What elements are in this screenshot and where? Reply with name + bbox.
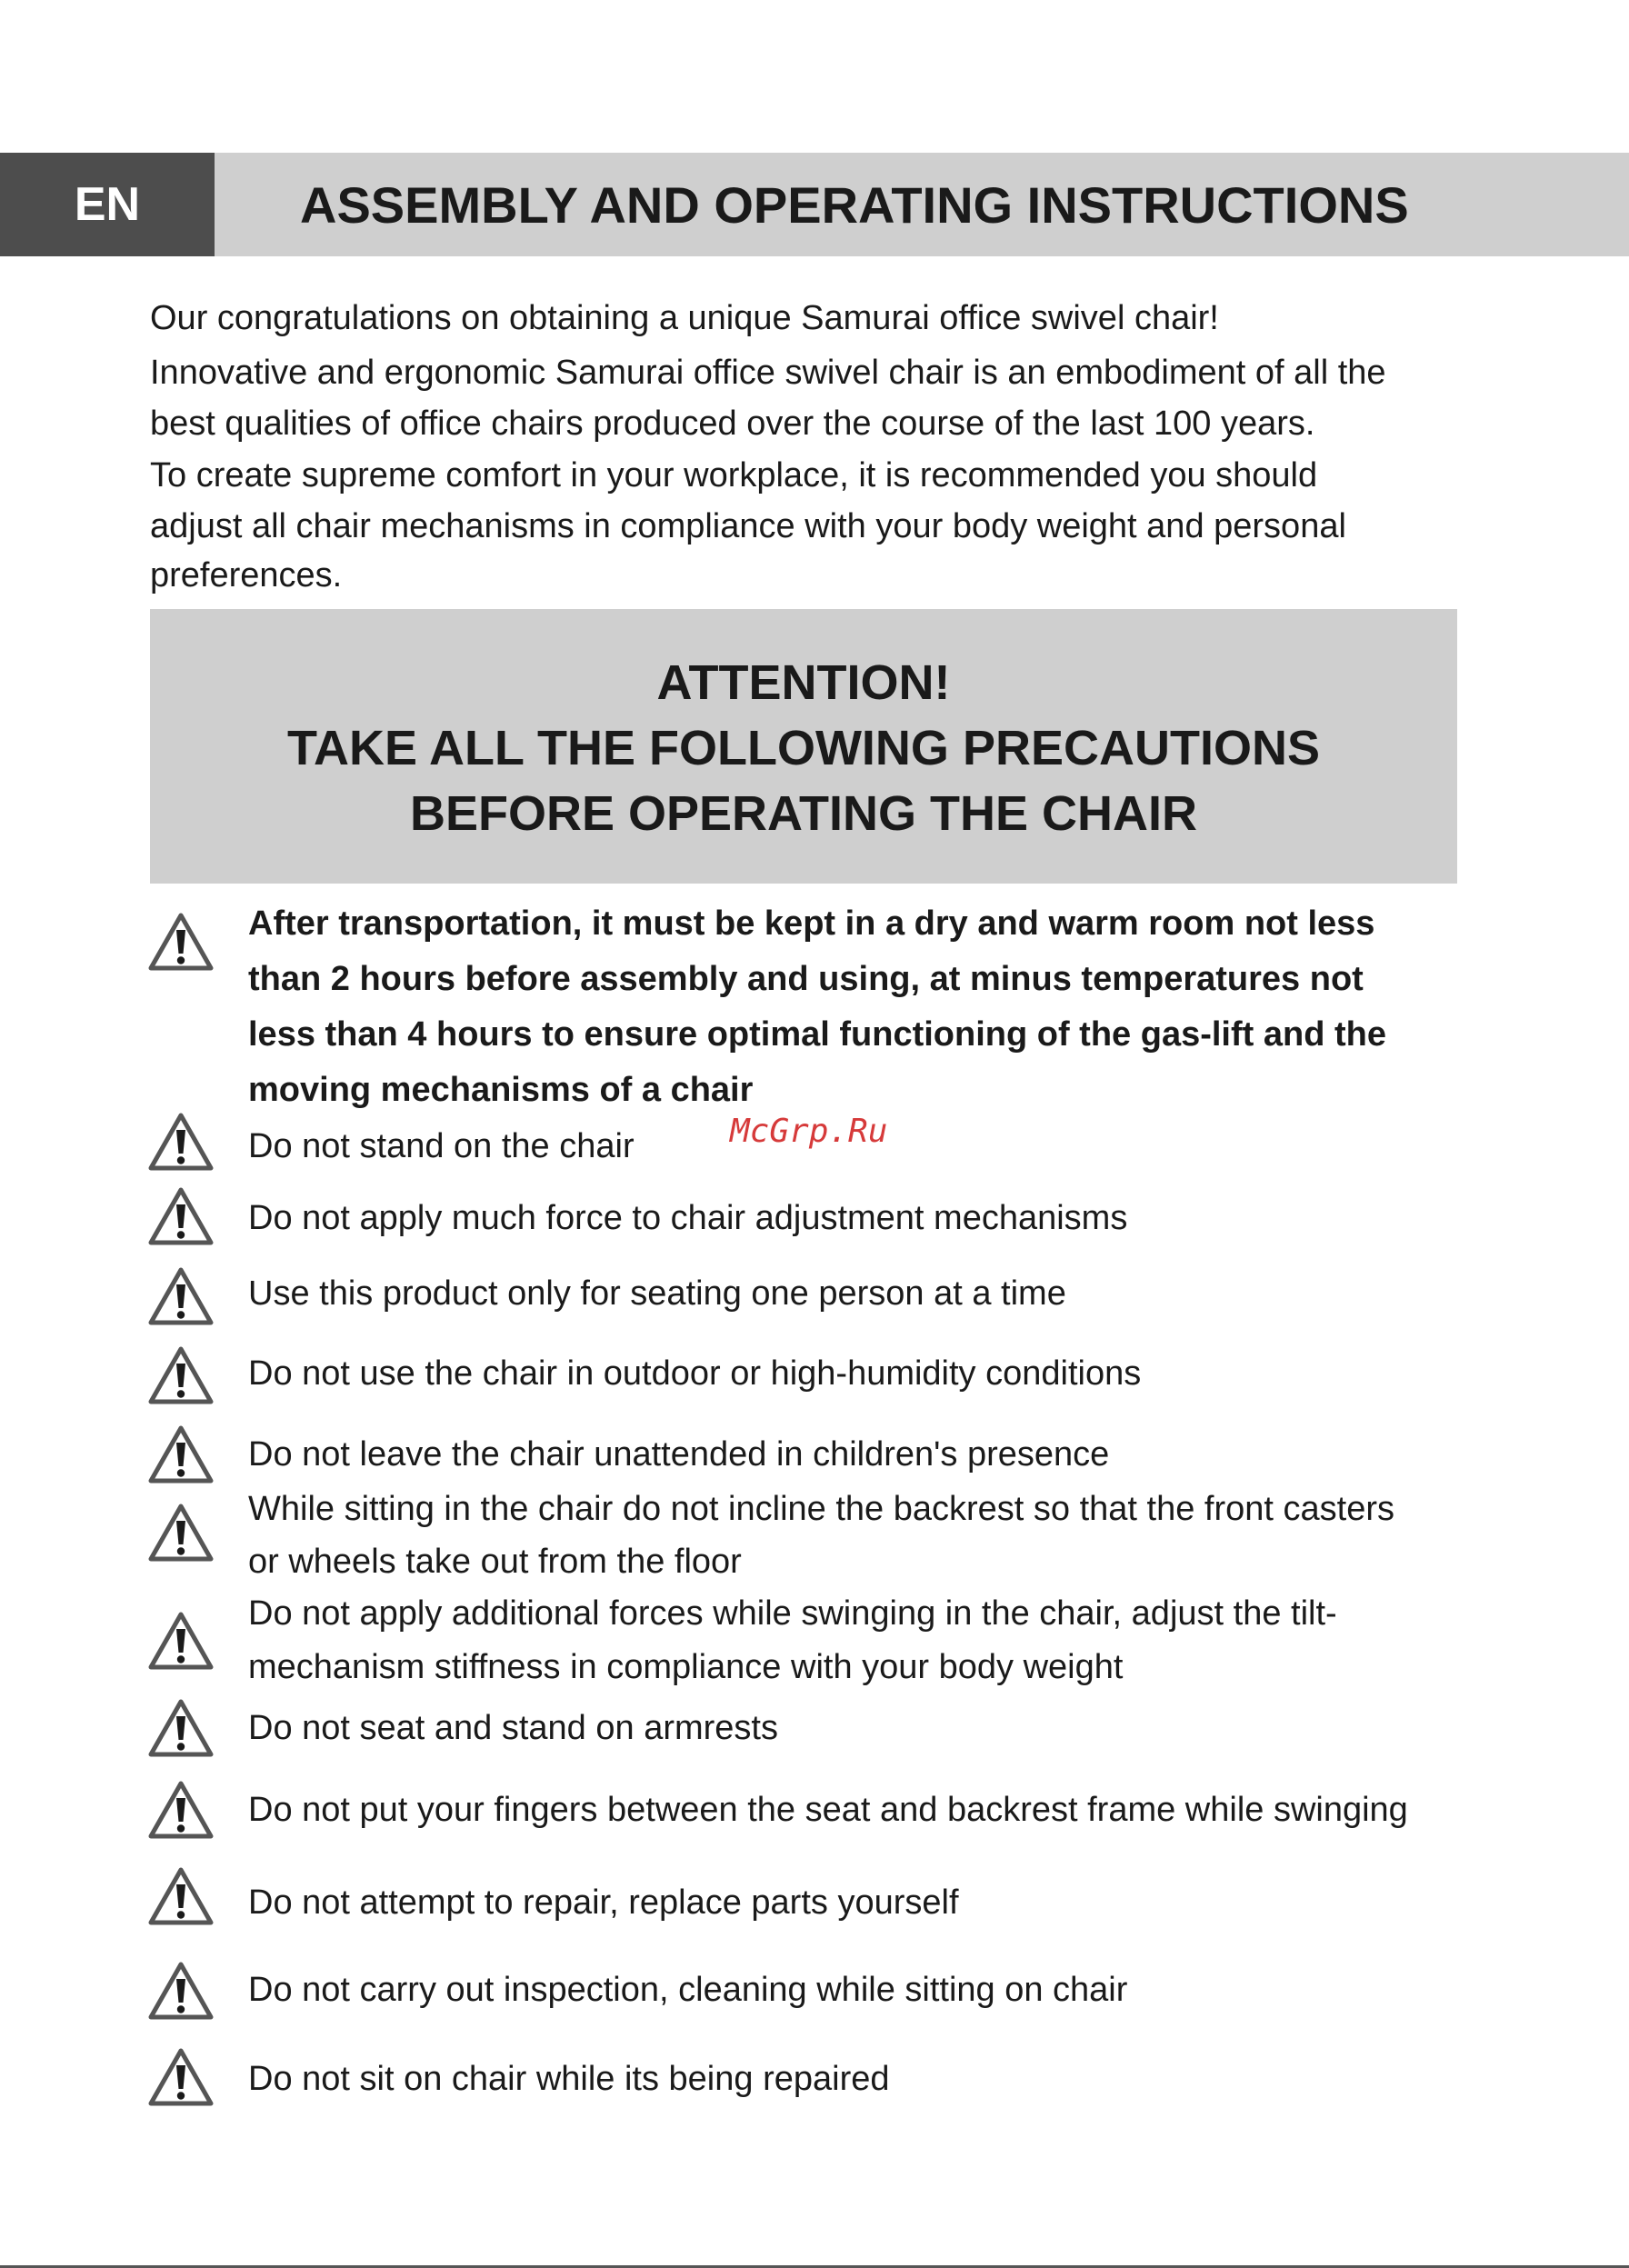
warning-icon [148,1112,214,1172]
warning-icon [148,2047,214,2107]
intro-line: adjust all chair mechanisms in compliance with your body weight and personal [150,507,1346,545]
warning-text: Do not stand on the chair [248,1127,635,1165]
warning-icon [148,1186,214,1246]
warning-text: or wheels take out from the floor [248,1543,742,1581]
warning-text: Use this product only for seating one person at a time [248,1274,1066,1313]
language-tab: EN [0,153,215,256]
warning-icon [148,1961,214,2021]
warning-text: than 2 hours before assembly and using, at minus temperatures not [248,960,1364,998]
attention-heading: ATTENTION! [656,655,951,710]
warning-icon [148,1424,214,1484]
attention-subheading: BEFORE OPERATING THE CHAIR [409,786,1198,841]
intro-line: best qualities of office chairs produced over the course of the last 100 years. [150,405,1315,443]
intro-line: Our congratulations on obtaining a unique Samurai office swivel chair! [150,299,1219,337]
warning-text: moving mechanisms of a chair [248,1071,754,1109]
warning-text: Do not leave the chair unattended in children's presence [248,1435,1110,1474]
intro-line: To create supreme comfort in your workplace, it is recommended you should [150,456,1318,495]
warning-text: Do not apply additional forces while swinging in the chair, adjust the tilt- [248,1594,1337,1633]
warning-icon [148,1266,214,1326]
warning-text: less than 4 hours to ensure optimal functioning of the gas-lift and the [248,1015,1386,1054]
warning-text: mechanism stiffness in compliance with your body weight [248,1648,1124,1686]
warning-text: After transportation, it must be kept in a dry and warm room not less [248,904,1375,943]
watermark-text: McGrp.Ru [730,1113,888,1150]
warning-text: While sitting in the chair do not incline the backrest so that the front casters [248,1490,1394,1528]
warning-text: Do not put your fingers between the seat and backrest frame while swinging [248,1791,1408,1829]
warning-text: Do not carry out inspection, cleaning while sitting on chair [248,1971,1128,2009]
warning-text: Do not use the chair in outdoor or high-humidity conditions [248,1354,1142,1393]
warning-icon [148,1503,214,1563]
warning-icon [148,1698,214,1758]
attention-box [150,609,1457,884]
warning-icon [148,912,214,972]
warning-icon [148,1611,214,1671]
warning-text: Do not seat and stand on armrests [248,1709,778,1747]
intro-line: preferences. [150,556,343,594]
intro-line: Innovative and ergonomic Samurai office swivel chair is an embodiment of all the [150,354,1386,392]
warning-icon [148,1866,214,1926]
warning-icon [148,1345,214,1405]
warning-text: Do not apply much force to chair adjustment mechanisms [248,1199,1128,1237]
warning-icon [148,1780,214,1840]
warning-text: Do not sit on chair while its being repaired [248,2060,890,2098]
attention-subheading: TAKE ALL THE FOLLOWING PRECAUTIONS [287,721,1320,775]
page-title: ASSEMBLY AND OPERATING INSTRUCTIONS [300,175,1409,234]
warning-text: Do not attempt to repair, replace parts yourself [248,1883,959,1922]
